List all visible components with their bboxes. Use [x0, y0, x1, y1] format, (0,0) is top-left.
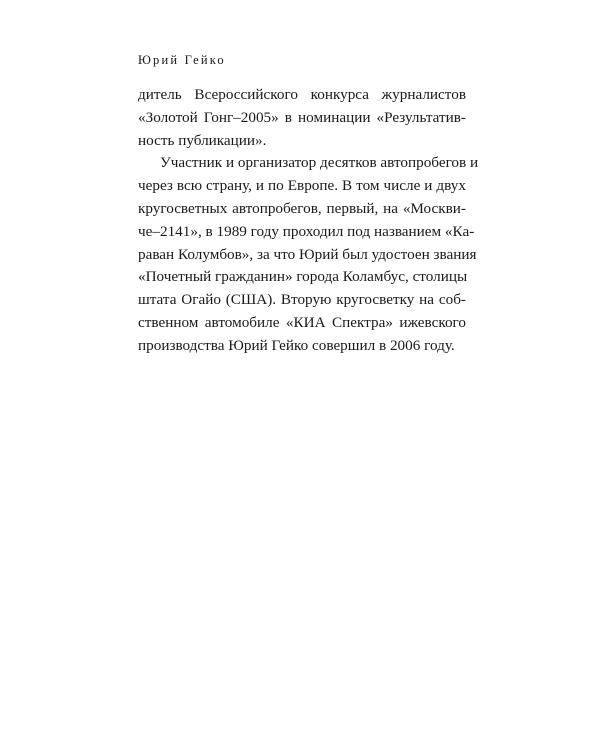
- text-line: Участник и организатор десятков автопробегов и: [160, 154, 479, 172]
- text-line: штата Огайо (США). Вторую кругосветку на соб-: [138, 291, 466, 309]
- text-line: ность публикации».: [138, 131, 267, 149]
- text-line: дитель Всероссийского конкурса журналистов: [138, 86, 466, 103]
- text-line: производства Юрий Гейко совершил в 2006 году.: [138, 336, 455, 354]
- running-header: Юрий Гейко: [138, 53, 226, 67]
- text-line: че–2141», в 1989 году проходил под названием «Ка-: [138, 222, 475, 240]
- text-line: через всю страну, и по Европе. В том числе и двух: [138, 177, 466, 195]
- text-line: кругосветных автопробегов, первый, на «Москви-: [138, 199, 466, 217]
- text-line: ственном автомобиле «КИА Спектра» ижевского: [138, 313, 466, 331]
- text-line: «Почетный гражданин» города Коламбус, столицы: [138, 268, 468, 286]
- body-text: [138, 84, 479, 358]
- text-line: раван Колумбов», за что Юрий был удостоен звания: [138, 245, 477, 263]
- text-line: «Золотой Гонг–2005» в номинации «Результатив-: [138, 108, 466, 126]
